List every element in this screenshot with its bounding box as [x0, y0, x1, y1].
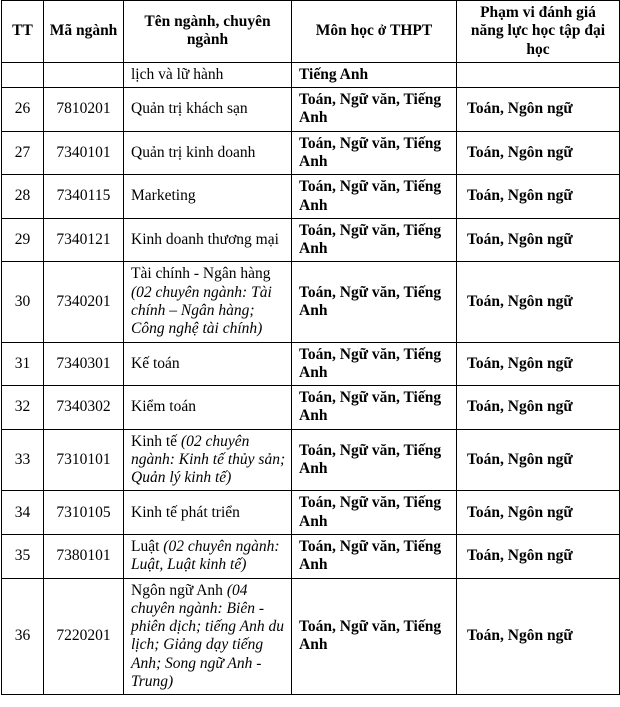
cell-major-code: 7810201 — [44, 88, 124, 132]
major-name-text: Tài chính - Ngân hàng — [131, 265, 271, 283]
cell-assessment-scope — [457, 62, 620, 87]
table-row — [2, 62, 620, 87]
major-name-text: Kế toán — [131, 354, 180, 372]
cell-assessment-scope: Toán, Ngôn ngữ — [457, 429, 620, 491]
cell-major-name — [124, 386, 292, 430]
cell-tt: 27 — [2, 131, 44, 175]
cell-assessment-scope: Toán, Ngôn ngữ — [457, 175, 620, 219]
table-row — [2, 218, 620, 262]
cell-tt: 36 — [2, 578, 44, 695]
cell-highschool-subjects: Toán, Ngữ văn, Tiếng Anh — [292, 491, 457, 535]
cell-highschool-subjects: Toán, Ngữ văn, Tiếng Anh — [292, 535, 457, 579]
cell-assessment-scope: Toán, Ngôn ngữ — [457, 88, 620, 132]
cell-assessment-scope: Toán, Ngôn ngữ — [457, 535, 620, 579]
major-specializations-text: (04 chuyên ngành: Biên - phiên dịch; tiếng Anh du lịch; Giảng dạy tiếng Anh; Song ngữ Anh - Trung) — [131, 581, 284, 690]
table-row — [2, 88, 620, 132]
table-row — [2, 578, 620, 695]
cell-major-name — [124, 262, 292, 342]
table-row — [2, 429, 620, 491]
cell-assessment-scope: Toán, Ngôn ngữ — [457, 491, 620, 535]
major-name-text: Quản trị kinh doanh — [131, 143, 256, 161]
cell-assessment-scope: Toán, Ngôn ngữ — [457, 386, 620, 430]
cell-major-code: 7340121 — [44, 218, 124, 262]
cell-major-code: 7340302 — [44, 386, 124, 430]
table-header-row — [2, 1, 620, 63]
cell-tt: 33 — [2, 429, 44, 491]
cell-major-code — [44, 62, 124, 87]
cell-tt: 35 — [2, 535, 44, 579]
cell-highschool-subjects: Toán, Ngữ văn, Tiếng Anh — [292, 175, 457, 219]
cell-tt: 31 — [2, 342, 44, 386]
table-row — [2, 262, 620, 342]
table-row — [2, 175, 620, 219]
cell-major-name — [124, 62, 292, 87]
column-header-code: Mã ngành — [44, 1, 124, 63]
cell-highschool-subjects: Toán, Ngữ văn, Tiếng Anh — [292, 429, 457, 491]
cell-assessment-scope: Toán, Ngôn ngữ — [457, 262, 620, 342]
cell-major-name — [124, 88, 292, 132]
table-body — [2, 62, 620, 694]
table-row — [2, 131, 620, 175]
table-row — [2, 491, 620, 535]
major-name-text: Kinh doanh thương mại — [131, 230, 279, 248]
cell-highschool-subjects: Toán, Ngữ văn, Tiếng Anh — [292, 342, 457, 386]
cell-major-code: 7310105 — [44, 491, 124, 535]
major-name-text: Marketing — [131, 187, 196, 205]
major-specializations-text: (02 chuyên ngành: Luật, Luật kinh tế) — [131, 538, 280, 574]
table-header — [2, 1, 620, 63]
cell-tt: 32 — [2, 386, 44, 430]
table-row — [2, 535, 620, 579]
table-row — [2, 386, 620, 430]
major-name-text: Kiểm toán — [131, 398, 196, 416]
major-name-text: Ngôn ngữ Anh — [131, 581, 227, 599]
cell-major-code: 7310101 — [44, 429, 124, 491]
major-specializations-text: (02 chuyên ngành: Kinh tế thủy sản; Quản lý kinh tế) — [131, 432, 286, 487]
major-name-text: Kinh tế phát triển — [131, 503, 240, 521]
cell-major-code: 7340101 — [44, 131, 124, 175]
major-name-text: Kinh tế — [131, 432, 181, 450]
major-name-text: lịch và lữ hành — [131, 65, 224, 83]
admissions-table — [1, 0, 620, 695]
cell-major-name — [124, 429, 292, 491]
cell-tt: 34 — [2, 491, 44, 535]
cell-assessment-scope: Toán, Ngôn ngữ — [457, 131, 620, 175]
cell-major-code: 7220201 — [44, 578, 124, 695]
cell-tt: 29 — [2, 218, 44, 262]
major-name-text: Luật — [131, 538, 164, 556]
column-header-subject: Môn học ở THPT — [292, 1, 457, 63]
major-specializations-text: (02 chuyên ngành: Tài chính – Ngân hàng; Công nghệ tài chính) — [131, 283, 272, 338]
cell-highschool-subjects: Toán, Ngữ văn, Tiếng Anh — [292, 218, 457, 262]
cell-major-code: 7340301 — [44, 342, 124, 386]
cell-major-name — [124, 131, 292, 175]
cell-major-name — [124, 175, 292, 219]
cell-tt: 28 — [2, 175, 44, 219]
cell-highschool-subjects: Toán, Ngữ văn, Tiếng Anh — [292, 131, 457, 175]
cell-major-name — [124, 578, 292, 695]
column-header-major: Tên ngành, chuyên ngành — [124, 1, 292, 63]
cell-assessment-scope: Toán, Ngôn ngữ — [457, 218, 620, 262]
table-row — [2, 342, 620, 386]
cell-assessment-scope: Toán, Ngôn ngữ — [457, 578, 620, 695]
cell-major-name — [124, 218, 292, 262]
cell-tt — [2, 62, 44, 87]
column-header-tt: TT — [2, 1, 44, 63]
cell-tt: 26 — [2, 88, 44, 132]
cell-highschool-subjects: Toán, Ngữ văn, Tiếng Anh — [292, 386, 457, 430]
column-header-scope: Phạm vi đánh giá năng lực học tập đại học — [457, 1, 620, 63]
cell-tt: 30 — [2, 262, 44, 342]
cell-major-name — [124, 342, 292, 386]
cell-major-name — [124, 491, 292, 535]
cell-major-code: 7340115 — [44, 175, 124, 219]
cell-highschool-subjects: Tiếng Anh — [292, 62, 457, 87]
cell-major-name — [124, 535, 292, 579]
cell-major-code: 7340201 — [44, 262, 124, 342]
cell-highschool-subjects: Toán, Ngữ văn, Tiếng Anh — [292, 578, 457, 695]
cell-highschool-subjects: Toán, Ngữ văn, Tiếng Anh — [292, 88, 457, 132]
cell-highschool-subjects: Toán, Ngữ văn, Tiếng Anh — [292, 262, 457, 342]
major-name-text: Quản trị khách sạn — [131, 100, 248, 118]
cell-assessment-scope: Toán, Ngôn ngữ — [457, 342, 620, 386]
cell-major-code: 7380101 — [44, 535, 124, 579]
